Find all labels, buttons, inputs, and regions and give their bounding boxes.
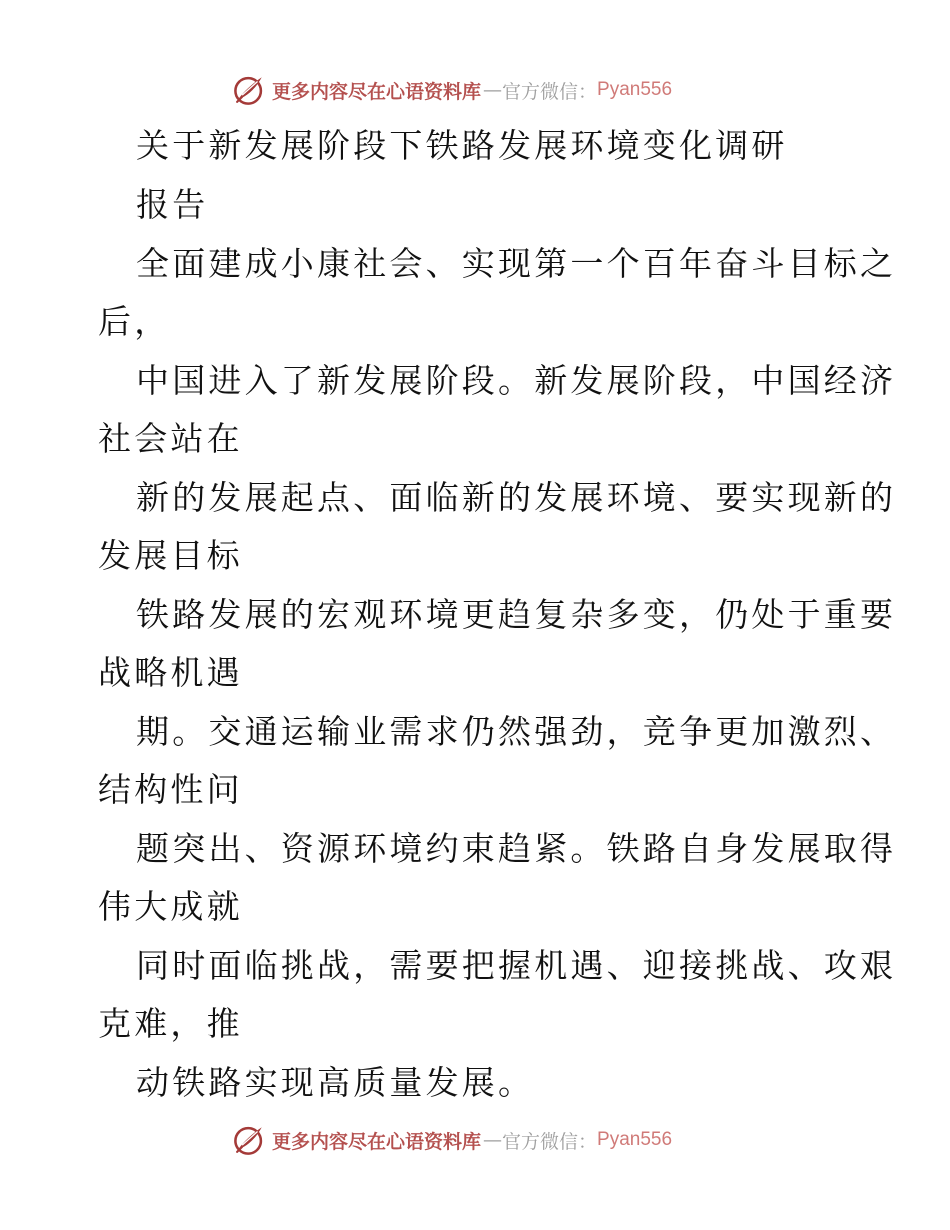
paragraph-line: 伟大成就 xyxy=(98,887,243,926)
paragraph-line: 全面建成小康社会、实现第一个百年奋斗目标之 xyxy=(136,244,897,283)
header-wechat-id: Pyan556 xyxy=(597,79,673,100)
paragraph-line: 新的发展起点、面临新的发展环境、要实现新的 xyxy=(136,478,897,517)
paragraph-line: 题突出、资源环境约束趋紧。铁路自身发展取得 xyxy=(136,829,897,868)
paragraph-line: 铁路发展的宏观环境更趋复杂多变，仍处于重要 xyxy=(136,595,897,634)
footer-separator: — xyxy=(483,1129,503,1151)
quill-pen-logo-icon xyxy=(232,1123,266,1157)
footer-wechat-id: Pyan556 xyxy=(597,1129,673,1150)
paragraph-line: 期。交通运输业需求仍然强劲，竞争更加激烈、 xyxy=(136,712,897,751)
document-title-line-2: 报告 xyxy=(136,185,209,224)
paragraph-line: 同时面临挑战，需要把握机遇、迎接挑战、攻艰 xyxy=(136,946,897,985)
header-official-label: 官方微信： xyxy=(502,80,598,103)
footer-official-label: 官方微信： xyxy=(502,1130,598,1153)
document-title-line-1: 关于新发展阶段下铁路发展环境变化调研 xyxy=(136,126,788,165)
footer-banner xyxy=(232,1122,672,1158)
quill-pen-logo-icon xyxy=(232,73,266,107)
paragraph-line: 中国进入了新发展阶段。新发展阶段，中国经济 xyxy=(136,361,897,400)
paragraph-line: 克难，推 xyxy=(98,1004,243,1043)
paragraph-line: 后， xyxy=(98,302,171,341)
header-banner xyxy=(232,72,672,108)
footer-brand-text: 更多内容尽在心语资料库 xyxy=(272,1130,482,1153)
header-brand-text: 更多内容尽在心语资料库 xyxy=(272,80,482,103)
paragraph-line: 结构性问 xyxy=(98,770,243,809)
paragraph-line: 动铁路实现高质量发展。 xyxy=(136,1063,535,1102)
header-separator: — xyxy=(483,79,503,101)
paragraph-line: 发展目标 xyxy=(98,536,243,575)
paragraph-line: 战略机遇 xyxy=(98,653,243,692)
paragraph-line: 社会站在 xyxy=(98,419,243,458)
